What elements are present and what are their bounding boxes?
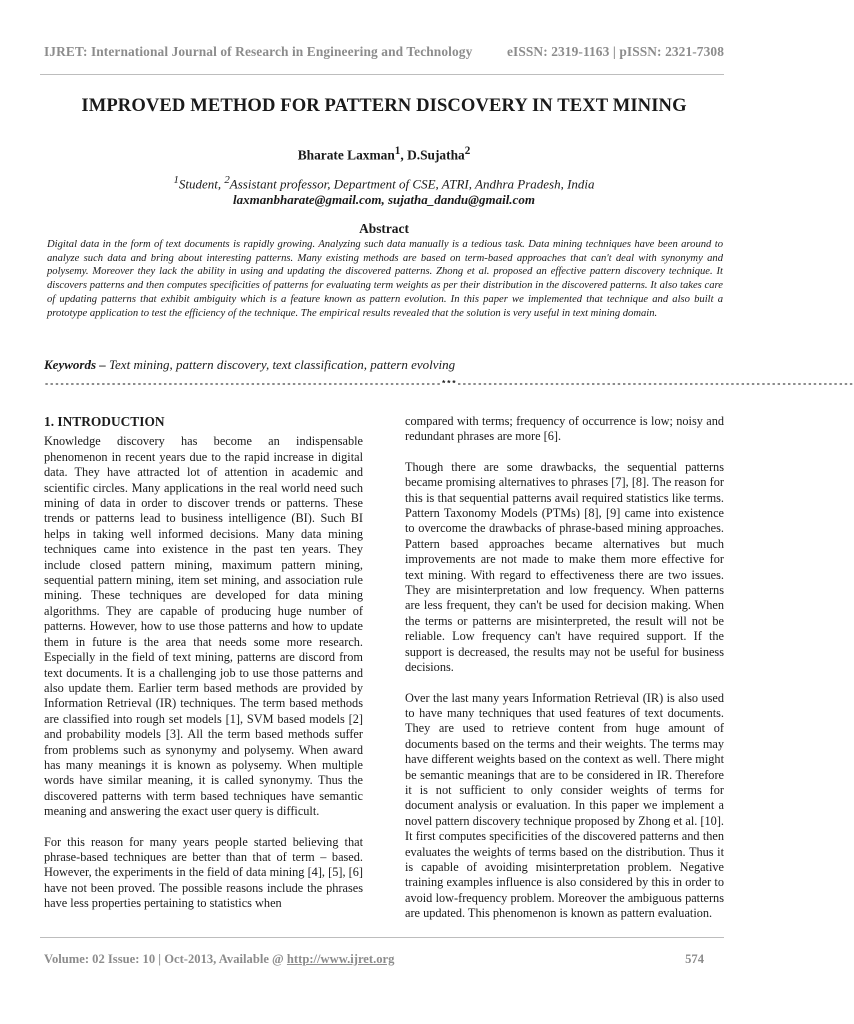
right-column <box>405 414 724 937</box>
author-separator: , <box>400 147 408 163</box>
author-2: D.Sujatha <box>407 147 465 163</box>
keywords-label: Keywords – <box>44 357 109 372</box>
authors <box>40 145 728 163</box>
paragraph: Knowledge discovery has become an indispensable phenomenon in recent years due to the rapid increase in digital data. They have attracted lot of attention in academic and scientific circles. Many applications in the real world need such mining of data in order to discover trends or patterns. These trends or patterns lead to business intelligence (BI). Such BI helps in taking well informed decisions. Many data mining techniques came into existence in the past ten years. They include closed pattern mining, maximum pattern mining, sequential pattern mining, item set mining, and association rule mining. These techniques are developed for data mining algorithms. They are capable of producing huge number of patterns. However, how to use those patterns and how to update them in future is the area that needs some more research. Especially in the field of text mining, patterns are discord from text documents. It is a challenging job to use those patterns and also update them. Earlier term based methods are provided by Information Retrieval (IR) techniques. The term based methods are classified into rough set models [1], SVM based models [2] and probability models [3]. All the term based methods suffer from problems such as synonymy and polysemy. When award has many meanings it is known as polysemy. When multiple words have similar meaning, it is called synonymy. Thus the discovered patterns with term based techniques have semantic meaning and answering the exact user query is difficult. <box>44 434 363 819</box>
journal-url-link[interactable]: http://www.ijret.org <box>286 952 395 966</box>
paragraph: For this reason for many years people started believing that phrase-based techniques are better than that of term – based. However, the experiments in the field of data mining [4], [5], [6] have not been proved. The possible reasons include the phrases have less properties pertaining to statistics when <box>44 834 363 911</box>
page-number: 574 <box>685 952 704 966</box>
paragraph: Though there are some drawbacks, the sequential patterns became promising alternatives to phrases [7], [8]. The reason for this is that sequential patterns avail required statistics like terms. Pattern Taxonomy Models (PTMs) [8], [9] came into existence to overcome the drawbacks of phrase-based mining approaches. Pattern based approaches became alternatives but much improvements are not made to make them more effective for text mining. With regard to effectiveness there are two issues. They are misinterpretation and low frequency. When patterns are less frequent, they can't be used for decision making. When the terms or patterns are misinterpreted, the result will not be reliable. Low frequency can't have required support. If the support is decreased, the results may not be useful for business decisions. <box>405 459 724 675</box>
footer-rule <box>40 937 724 938</box>
running-header <box>44 44 724 60</box>
author-2-sup: 2 <box>464 145 471 157</box>
affil-part-1: Student, <box>178 176 225 192</box>
left-column <box>44 414 363 927</box>
affil-sup-1: 1 <box>173 174 179 186</box>
section-heading-introduction: 1. INTRODUCTION <box>44 414 165 429</box>
paragraph: compared with terms; frequency of occurrence is low; noisy and redundant phrases are more [6]. <box>405 414 724 444</box>
abstract-text: Digital data in the form of text documents is rapidly growing. Analyzing such data manually is a tedious task. Data mining techniques have been around to analyze such data and bring about interesting patterns. Many existing methods are based on term-based approaches that can't deal with synonymy and polysemy. Moreover they lack the ability in using and updating the discovered patterns. Zhong et al. proposed an effective pattern discovery technique. It discovers patterns and then computes specificities of patterns for evaluating term weights as per their distribution in the discovered patterns. It also takes care of updating patterns that exhibit ambiguity which is a feature known as pattern evolution. In this paper we implemented that technique and also built a prototype application to test the efficiency of the technique. The empirical results revealed that the solution is very useful in text mining domain. <box>47 239 723 319</box>
keywords-text: Text mining, pattern discovery, text classification, pattern evolving <box>109 357 456 372</box>
footer-volume-info <box>44 952 394 967</box>
volume-text: Volume: 02 Issue: 10 | Oct-2013, Available @ <box>44 952 287 966</box>
affil-part-2: Assistant professor, Department of CSE, ATRI, Andhra Pradesh, India <box>229 176 595 192</box>
section-separator: -----------------------------------------------------------------------------***----------------------------------------------------------------------------- <box>44 379 854 389</box>
journal-name: IJRET: International Journal of Research in Engineering and Technology <box>44 44 473 59</box>
paper-title: IMPROVED METHOD FOR PATTERN DISCOVERY IN TEXT MINING <box>81 95 687 116</box>
affiliation <box>40 172 728 208</box>
paragraph: Over the last many years Information Retrieval (IR) is also used to have many techniques that used features of text documents. They are used to retrieve content from huge amount of documents based on the terms and their weights. The terms may have different weights based on the context as well. There might be semantic meanings that are to be considered in IR. Therefore it is not sufficient to only consider weights of terms for document analysis or evaluation. In this paper we implement a novel pattern discovery technique proposed by Zhong et al. [10]. It first computes specificities of the discovered patterns and then evaluates the weights of terms based on the distribution. Thus it is capable of avoiding misinterpretation problem. Negative training examples influence is also considered by this in order to avoid low-frequency problem. Moreover the ambiguous patterns are updated. This phenomenon is known as pattern evaluation. <box>405 690 724 921</box>
keywords <box>44 357 724 373</box>
issn: eISSN: 2319-1163 | pISSN: 2321-7308 <box>506 44 724 59</box>
abstract-heading: Abstract <box>359 221 409 236</box>
affiliation-line <box>40 172 728 192</box>
author-1: Bharate Laxman <box>297 147 395 163</box>
affil-sup-2: 2 <box>224 174 230 186</box>
author-emails: laxmanbharate@gmail.com, sujatha_dandu@gmail.com <box>233 192 535 208</box>
running-footer <box>44 952 704 967</box>
author-1-sup: 1 <box>394 145 401 157</box>
header-rule <box>40 74 724 75</box>
